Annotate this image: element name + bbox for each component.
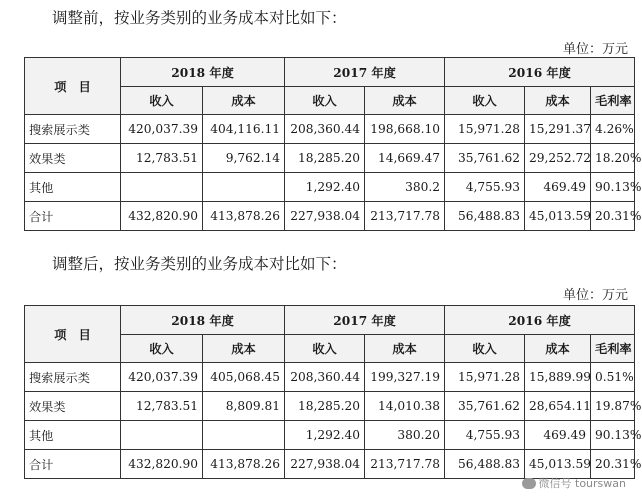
cell-value: 45,013.59 [525, 202, 591, 231]
table-row [25, 144, 635, 173]
heading-after: 调整后，按业务类别的业务成本对比如下： [52, 255, 347, 273]
cell-value: 199,327.19 [365, 363, 445, 392]
cost-table-before [24, 57, 642, 231]
header-year-2016: 2016 年度 [445, 306, 635, 335]
header-year-2018: 2018 年度 [121, 306, 285, 335]
cell-value: 420,037.39 [121, 115, 203, 144]
header-row-years [25, 58, 635, 87]
cell-value: 12,783.51 [121, 392, 203, 421]
header-year-2016: 2016 年度 [445, 58, 635, 87]
row-label: 合计 [25, 202, 121, 231]
cell-value: 405,068.45 [203, 363, 285, 392]
cell-value: 420,037.39 [121, 363, 203, 392]
cell-value: 9,762.14 [203, 144, 285, 173]
cell-value: 56,488.83 [445, 202, 525, 231]
watermark-text: 微信号 tourswan [538, 477, 626, 490]
cell-value: 1,292.40 [285, 421, 365, 450]
cell-value: 56,488.83 [445, 450, 525, 479]
cell-value: 14,010.38 [365, 392, 445, 421]
cell-value: 0.51% [591, 363, 635, 392]
cell-value: 45,013.59 [525, 450, 591, 479]
cell-value: 413,878.26 [203, 450, 285, 479]
cell-value: 18.20% [591, 144, 635, 173]
wechat-icon [522, 478, 536, 489]
cell-value: 29,252.72 [525, 144, 591, 173]
watermark [522, 475, 626, 491]
cell-value: 35,761.62 [445, 392, 525, 421]
cell-value: 198,668.10 [365, 115, 445, 144]
header-cost: 成本 [525, 87, 591, 115]
cell-value: 213,717.78 [365, 450, 445, 479]
cell-value: 90.13% [591, 421, 635, 450]
cell-value: 18,285.20 [285, 144, 365, 173]
header-revenue: 收入 [285, 335, 365, 363]
header-cost: 成本 [525, 335, 591, 363]
heading-before: 调整前，按业务类别的业务成本对比如下： [52, 9, 347, 27]
cell-value [121, 421, 203, 450]
cell-value: 413,878.26 [203, 202, 285, 231]
header-gross-margin: 毛利率 [591, 335, 635, 363]
cell-value: 15,889.99 [525, 363, 591, 392]
row-label: 搜索展示类 [25, 363, 121, 392]
header-year-2018: 2018 年度 [121, 58, 285, 87]
cell-value: 15,971.28 [445, 115, 525, 144]
header-revenue: 收入 [121, 87, 203, 115]
cell-value: 404,116.11 [203, 115, 285, 144]
header-cost: 成本 [203, 335, 285, 363]
header-cost: 成本 [365, 335, 445, 363]
header-cost: 成本 [203, 87, 285, 115]
row-label: 搜索展示类 [25, 115, 121, 144]
header-item: 项 目 [25, 58, 121, 115]
cell-value: 1,292.40 [285, 173, 365, 202]
table-row [25, 392, 635, 421]
header-revenue: 收入 [285, 87, 365, 115]
table-row-total [25, 202, 635, 231]
cell-value: 4,755.93 [445, 421, 525, 450]
cell-value: 12,783.51 [121, 144, 203, 173]
header-revenue: 收入 [445, 87, 525, 115]
table-row [25, 363, 635, 392]
cell-value: 432,820.90 [121, 450, 203, 479]
cell-value: 15,291.37 [525, 115, 591, 144]
row-label: 效果类 [25, 392, 121, 421]
row-label: 效果类 [25, 144, 121, 173]
row-label: 合计 [25, 450, 121, 479]
cell-value: 4,755.93 [445, 173, 525, 202]
header-revenue: 收入 [445, 335, 525, 363]
unit-label-before: 单位：万元 [562, 42, 628, 57]
cell-value: 15,971.28 [445, 363, 525, 392]
row-label: 其他 [25, 421, 121, 450]
cell-value: 227,938.04 [285, 450, 365, 479]
cell-value: 208,360.44 [285, 115, 365, 144]
header-year-2017: 2017 年度 [285, 306, 445, 335]
cell-value: 90.13% [591, 173, 635, 202]
cost-table-after [24, 305, 642, 479]
cell-value: 469.49 [525, 173, 591, 202]
cell-value: 20.31% [591, 450, 635, 479]
cell-value: 469.49 [525, 421, 591, 450]
header-year-2017: 2017 年度 [285, 58, 445, 87]
table-row [25, 173, 635, 202]
cell-value: 227,938.04 [285, 202, 365, 231]
header-gross-margin: 毛利率 [591, 87, 635, 115]
header-revenue: 收入 [121, 335, 203, 363]
cell-value: 28,654.11 [525, 392, 591, 421]
cell-value: 19.87% [591, 392, 635, 421]
header-cost: 成本 [365, 87, 445, 115]
cell-value: 35,761.62 [445, 144, 525, 173]
cell-value: 18,285.20 [285, 392, 365, 421]
cell-value [203, 173, 285, 202]
cell-value [203, 421, 285, 450]
unit-label-after: 单位：万元 [562, 288, 628, 303]
cell-value: 8,809.81 [203, 392, 285, 421]
cell-value: 14,669.47 [365, 144, 445, 173]
header-item: 项 目 [25, 306, 121, 363]
cell-value: 208,360.44 [285, 363, 365, 392]
cell-value [121, 173, 203, 202]
cell-value: 380.20 [365, 421, 445, 450]
cell-value: 380.2 [365, 173, 445, 202]
cell-value: 432,820.90 [121, 202, 203, 231]
table-row [25, 421, 635, 450]
table-row [25, 115, 635, 144]
cell-value: 20.31% [591, 202, 635, 231]
cell-value: 4.26% [591, 115, 635, 144]
header-row-years [25, 306, 635, 335]
row-label: 其他 [25, 173, 121, 202]
cell-value: 213,717.78 [365, 202, 445, 231]
